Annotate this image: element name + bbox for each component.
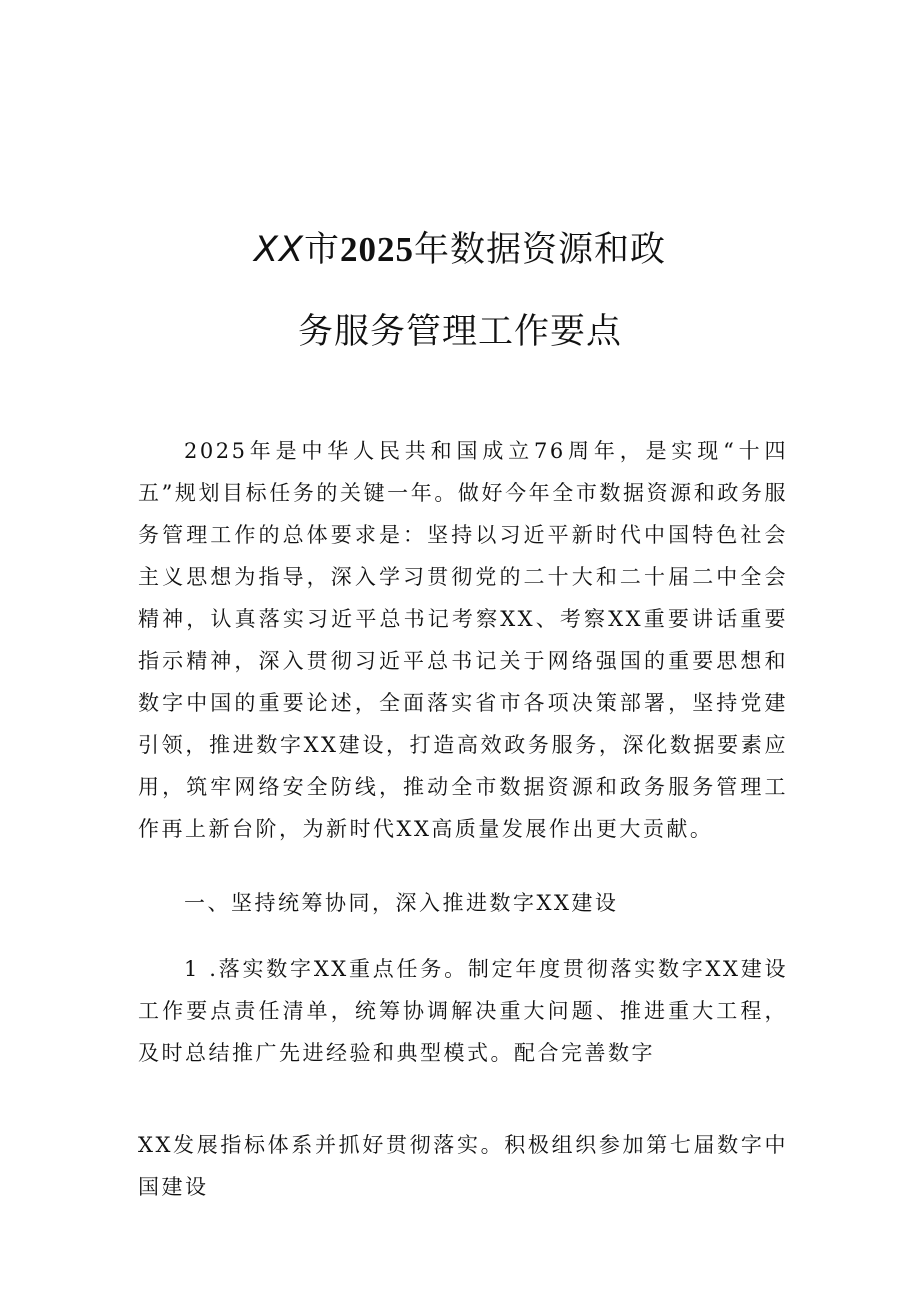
- intro-paragraph: 2025年是中华人民共和国成立76周年，是实现“十四五”规划目标任务的关键一年。做好今年全市数据资源和政务服务管理工作的总体要求是：坚持以习近平新时代中国特色社会主义思想为指导，深入学习贯彻党的二十大和二十届二中全会精神，认真落实习近平总书记考察XX、考察XX重要讲话重要指示精神，深入贯彻习近平总书记关于网络强国的重要思想和数字中国的重要论述，全面落实省市各项决策部署，坚持党建引领，推进数字XX建设，打造高效政务服务，深化数据要素应用，筑牢网络安全防线，推动全市数据资源和政务服务管理工作再上新台阶，为新时代XX高质量发展作出更大贡献。: [138, 439, 788, 841]
- title-line-1-rest: 年数据资源和政: [413, 230, 666, 270]
- item-1-paragraph: 1 .落实数字XX重点任务。制定年度贯彻落实数字XX建设工作要点责任清单，统筹协调解决重大问题、推进重大工程，及时总结推广先进经验和典型模式。配合完善数字: [138, 957, 788, 1065]
- title-city-suffix: 市: [303, 230, 340, 270]
- title-city-placeholder: XX: [254, 230, 304, 270]
- title-year: 2025: [339, 230, 414, 269]
- section-heading-1: 一、坚持统筹协同，深入推进数字XX建设: [184, 891, 619, 915]
- item-1-continued-paragraph: XX发展指标体系并抓好贯彻落实。积极组织参加第七届数字中国建设: [138, 1133, 788, 1199]
- document-title-line-1: [100, 222, 820, 272]
- document-title-line-2: 务服务管理工作要点: [297, 312, 622, 352]
